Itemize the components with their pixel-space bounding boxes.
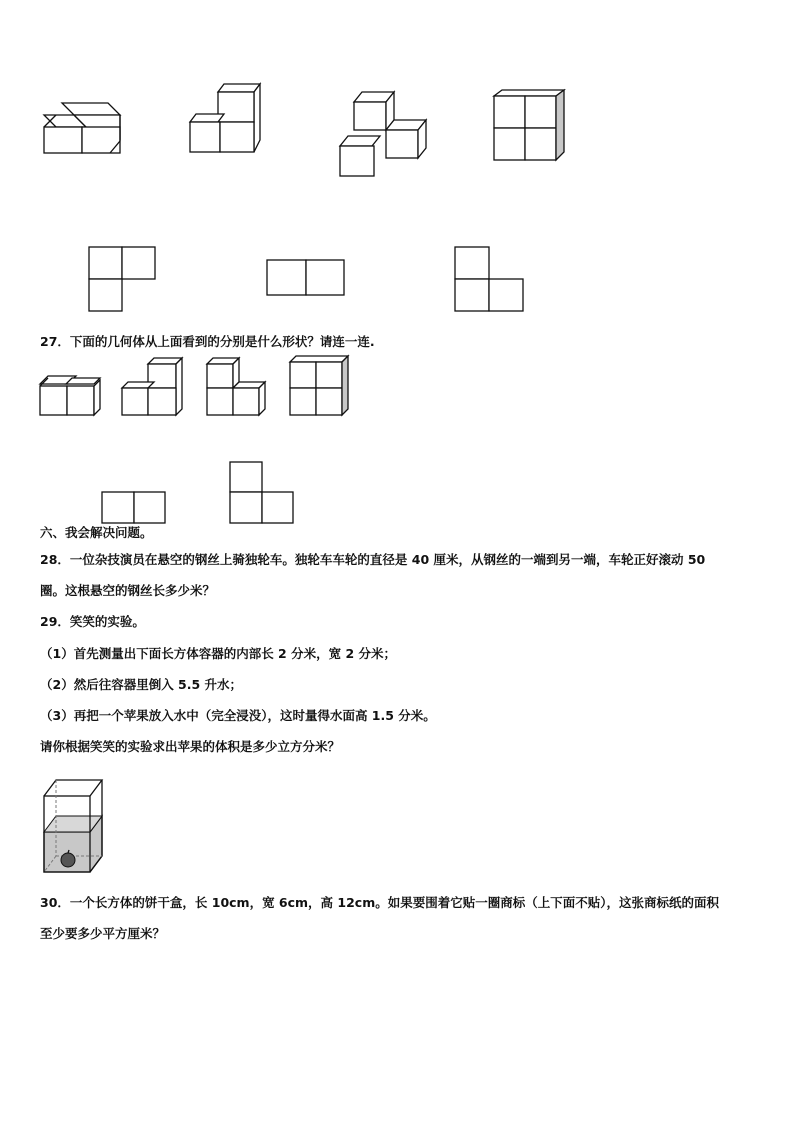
top-solid-4 [490, 88, 570, 164]
section-heading: 六、我会解决问题。 [40, 525, 153, 540]
q27-solid-4 [288, 354, 352, 418]
top-solid-3 [338, 90, 430, 178]
q27-view-b [229, 461, 295, 525]
q27-solid-3 [205, 356, 269, 418]
q27-solid-2 [120, 356, 186, 418]
q30-line2: 至少要多少平方厘米？ [40, 926, 166, 941]
water-container-figure [40, 776, 106, 874]
q29-question: 请你根据笑笑的实验求出苹果的体积是多少立方分米？ [40, 739, 341, 754]
q27-view-a [101, 491, 167, 525]
q30-line1: 30．一个长方体的饼干盒，长 10cm，宽 6cm，高 12cm。如果要围着它贴一圈商标（上下面不贴），这张商标纸的面积 [40, 895, 719, 910]
q29-step1: （1）首先测量出下面长方体容器的内部长 2 分米，宽 2 分米； [40, 646, 397, 661]
q29-step3: （3）再把一个苹果放入水中（完全浸没），这时量得水面高 1.5 分米。 [40, 708, 436, 723]
view-b [266, 259, 346, 297]
q27-solid-1 [38, 374, 102, 418]
top-solid-2 [188, 82, 268, 158]
q29-step2: （2）然后往容器里倒入 5.5 升水； [40, 677, 243, 692]
apple-icon [61, 853, 75, 867]
view-c [454, 246, 526, 312]
top-solid-1 [40, 100, 130, 160]
q27-stem: 27．下面的几何体从上面看到的分别是什么形状？请连一连. [40, 334, 375, 349]
q28-line1: 28．一位杂技演员在悬空的钢丝上骑独轮车。独轮车车轮的直径是 40 厘米，从钢丝的一端到另一端，车轮正好滚动 50 [40, 552, 706, 567]
q29-title: 29．笑笑的实验。 [40, 614, 145, 629]
q28-line2: 圈。这根悬空的钢丝长多少米？ [40, 583, 216, 598]
view-a [88, 246, 158, 312]
